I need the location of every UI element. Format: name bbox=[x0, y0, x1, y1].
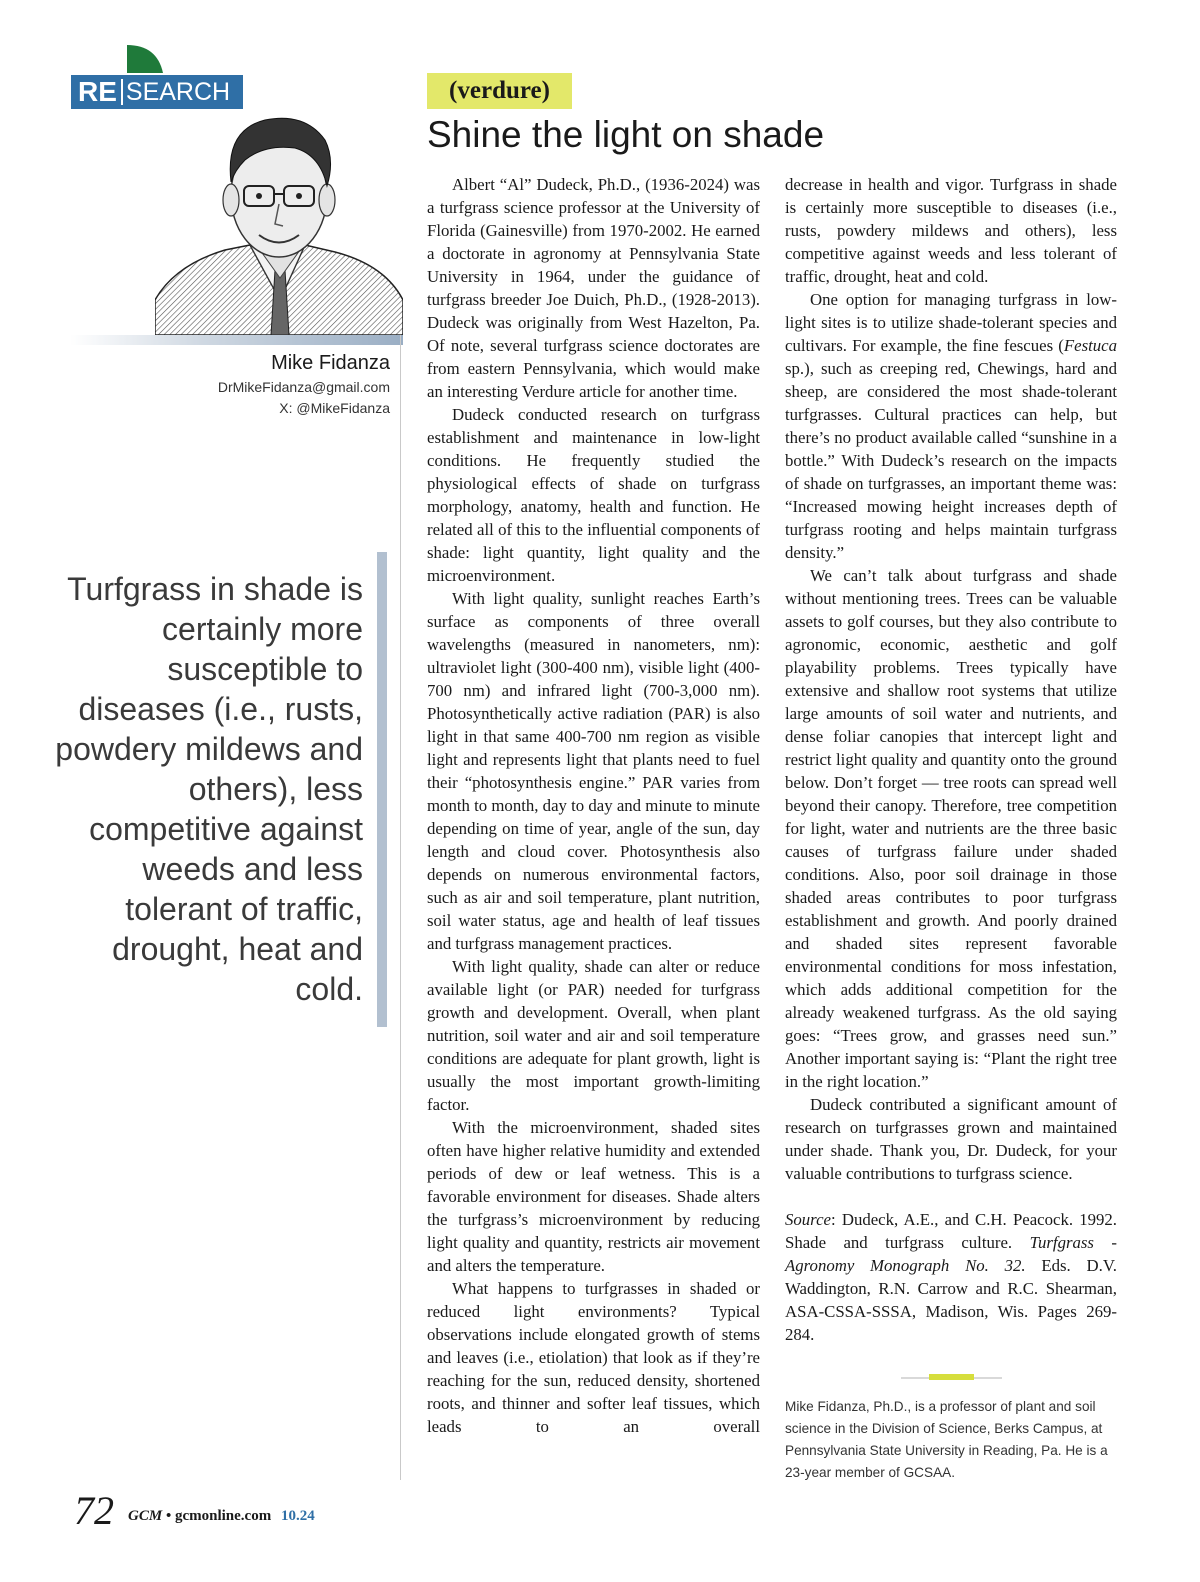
body-paragraph-continued: decrease in health and vigor. Turfgrass in shade is certainly more susceptible to diseases (i.e., rusts, powdery mildews and others), less competitive against weeds and less tolerant of traffic, drought, heat and cold. bbox=[785, 175, 1117, 286]
source-citation bbox=[785, 1208, 1117, 1346]
body-column-1 bbox=[427, 173, 760, 1438]
text-run: : Dudeck, A.E., and C.H. Peacock. 1992. Shade and turfgrass culture. bbox=[785, 1210, 1117, 1252]
body-paragraph: Albert “Al” Dudeck, Ph.D., (1936-2024) was a turfgrass science professor at the University of Florida (Gainesville) from 1970-2002. He earned a doctorate in agronomy at Pennsylvania State University in 1964, under the guidance of turfgrass breeder Joe Duich, Ph.D., (1928-2013). Dudeck was originally from West Hazelton, Pa. Of note, several turfgrass science doctorates are from eastern Pennsylvania, which would make an interesting Verdure article for another time. bbox=[427, 175, 760, 401]
department-tag: (verdure) bbox=[427, 73, 572, 109]
body-paragraph: With the microenvironment, shaded sites often have higher relative humidity and extended periods of dew or leaf wetness. This is a favorable environment for diseases. Shade alters the turfgrass’s microenvironment by reducing light quality and quantity, restricts air movement and alters the temperature. bbox=[427, 1118, 760, 1275]
author-social-handle: X: @MikeFidanza bbox=[279, 400, 390, 416]
footer-bullet: • bbox=[165, 1508, 172, 1524]
body-column-2 bbox=[785, 173, 1117, 1346]
author-name: Mike Fidanza bbox=[271, 352, 390, 374]
page-number: 72 bbox=[74, 1488, 114, 1533]
author-email: DrMikeFidanza@gmail.com bbox=[217, 379, 390, 395]
source-label: Source bbox=[785, 1210, 831, 1229]
logo-divider bbox=[121, 79, 123, 105]
footer-site: gcmonline.com bbox=[174, 1508, 272, 1524]
logo-leaf-icon bbox=[127, 45, 163, 73]
body-paragraph: Dudeck contributed a significant amount of research on turfgrasses grown and maintained under shade. Thank you, Dr. Dudeck, for your valuable contributions to turfgrass science. bbox=[785, 1095, 1117, 1183]
logo-re: RE bbox=[78, 76, 117, 107]
source-title: Turfgrass - Agronomy Monograph No. 32. bbox=[785, 1233, 1117, 1275]
author-bio: Mike Fidanza, Ph.D., is a professor of plant and soil science in the Division of Science, Berks Campus, at Pennsylvania State University in Reading, Pa. He is a 23-year member of GCSAA. bbox=[785, 1399, 1108, 1480]
footer-folio bbox=[128, 1508, 315, 1525]
text-run: One option for managing turfgrass in low-light sites is to utilize shade-tolerant species and cultivars. For example, the fine fescues ( bbox=[785, 290, 1117, 355]
bio-divider-accent bbox=[929, 1374, 974, 1380]
body-paragraph: With light quality, shade can alter or reduce available light (or PAR) needed for turfgrass growth and development. Overall, when plant nutrition, soil water and air and soil temperature conditions are adequate for plant growth, light is usually the most important growth-limiting factor. bbox=[427, 957, 760, 1114]
pull-quote-bar bbox=[377, 552, 387, 1027]
pull-quote: Turfgrass in shade is certainly more susceptible to diseases (i.e., rusts, powdery mildews and others), less competitive against weeds and less tolerant of traffic, drought, heat and cold. bbox=[55, 571, 363, 1007]
text-run: sp.), such as creeping red, Chewings, hard and sheep, are considered the most shade-tolerant turfgrasses. Cultural practices can help, but there’s no product available called “sunshine in a bottle.” With Dudeck’s research on the impacts of shade on turfgrasses, an important theme was: “Increased mowing height increases depth of turfgrass rooting and helps maintain turfgrass density.” bbox=[785, 359, 1117, 562]
body-paragraph: With light quality, sunlight reaches Earth’s surface as components of three overall wavelengths (measured in nanometers, nm): ultraviolet light (300-400 nm), visible light (400-700 nm) and infrared light (700-3,000 nm). Photosynthetically active radiation (PAR) is also light in that same 400-700 nm region as visible light and represents light that plants need to fuel their “photosynthesis engine.” PAR varies from month to month, day to day and minute to minute depending on time of year, angle of the sun, day length and cloud cover. Photosynthesis also depends on numerous environmental factors, such as air and soil temperature, plant nutrition, soil water status, age and health of leaf tissues and turfgrass management practices. bbox=[427, 589, 760, 953]
body-paragraph: Dudeck conducted research on turfgrass establishment and maintenance in low-light conditions. He frequently studied the physiological effects of shade on turfgrass morphology, anatomy, health and function. He related all of this to the influential components of shade: light quantity, light quality and the microenvironment. bbox=[427, 405, 760, 585]
issue-date: 10.24 bbox=[280, 1508, 315, 1524]
column-rule bbox=[400, 335, 401, 1480]
article-headline: Shine the light on shade bbox=[427, 114, 825, 155]
author-portrait bbox=[155, 100, 403, 335]
body-paragraph bbox=[785, 288, 1117, 564]
body-paragraph: We can’t talk about turfgrass and shade without mentioning trees. Trees can be valuable assets to golf courses, but they also contribute to agronomic, economic, aesthetic and golf playability problems. Trees typically have extensive and shallow root systems that utilize large amounts of soil water and nutrients, and dense foliar canopies that intercept light and restrict light quality and quantity onto the ground below. Don’t forget — tree roots can spread well beyond their canopy. Therefore, tree competition for light, water and nutrients are the three basic causes of turfgrass failure under shaded conditions. Also, poor soil drainage in those shaded areas contributes to poor turfgrass establishment and growth. And poorly drained and shaded sites represent favorable environmental conditions for moss infestation, which adds additional competition for the already weakened turfgrass. As the old saying goes: “Trees grow, and grasses need sun.” Another important saying is: “Plant the right tree in the right location.” bbox=[785, 566, 1117, 1091]
author-divider bbox=[70, 335, 403, 345]
italic-species: Festuca bbox=[1063, 336, 1117, 355]
text-run: Eds. D.V. Waddington, R.N. Carrow and R.C. Shearman, ASA-CSSA-SSSA, Madison, Wis. Pages 269-284. bbox=[785, 1256, 1117, 1344]
body-paragraph: What happens to turfgrasses in shaded or reduced light environments? Typical observations include elongated growth of stems and leaves (i.e., etiolation) that look as if they’re reaching for the sun, reduced density, shortened roots, and thinner and softer leaf tissues, which leads to an overall bbox=[427, 1279, 760, 1436]
magazine-name: GCM bbox=[128, 1508, 163, 1524]
logo-search: SEARCH bbox=[125, 77, 231, 106]
